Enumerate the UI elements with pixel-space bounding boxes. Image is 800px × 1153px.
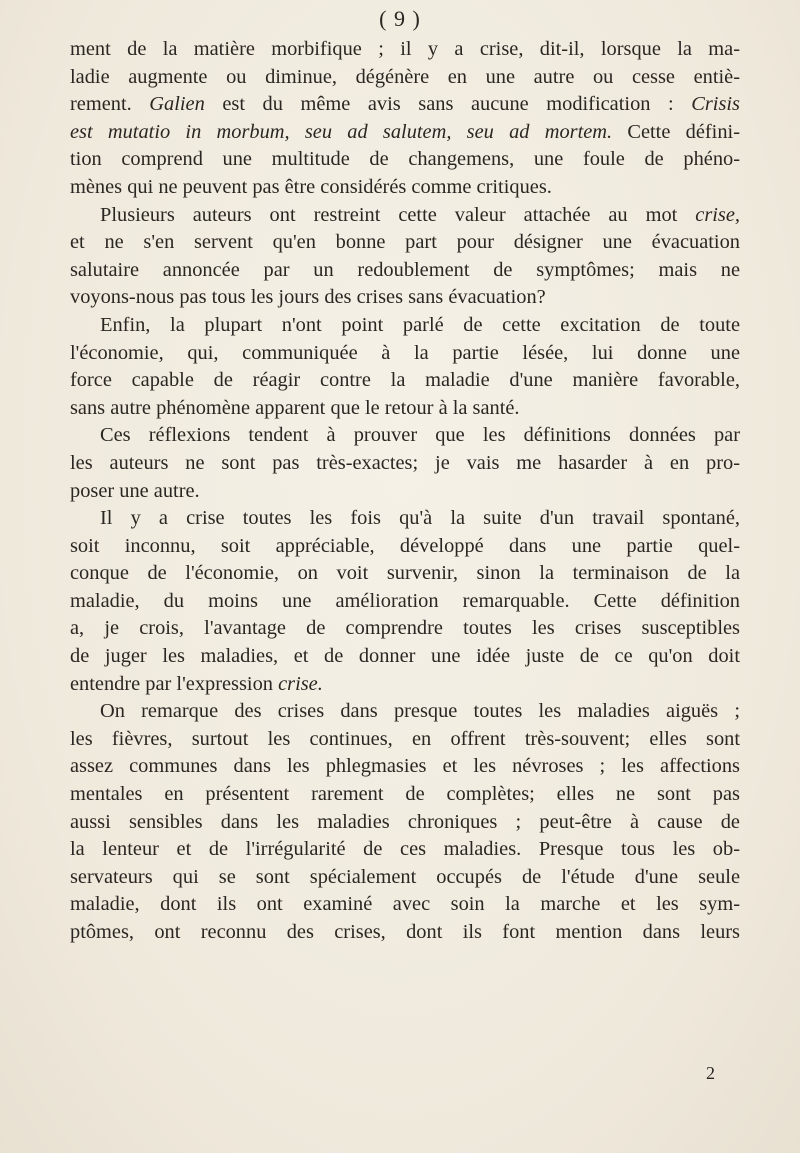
text-line (70, 809, 740, 837)
text-segment: On remarque des crises dans presque toutes les maladies aiguës ; (100, 700, 740, 723)
text-segment: a, je crois, l'avantage de comprendre toutes les crises susceptibles (70, 617, 740, 640)
text-segment: Cette défini- (612, 120, 740, 143)
text-segment: ment de la matière morbifique ; il y a crise, dit-il, lorsque la ma- (70, 38, 740, 60)
italic-text: Galien (149, 93, 205, 116)
text-line (70, 284, 740, 312)
text-segment: salutaire annoncée par un redoublement de symptômes; mais ne (70, 258, 740, 281)
text-segment: est du même avis sans aucune modification : (204, 93, 692, 116)
text-line (70, 64, 740, 92)
text-segment: maladie, du moins une amélioration remarquable. Cette définition (70, 589, 740, 612)
text-line (70, 450, 740, 478)
text-line (70, 726, 740, 754)
italic-text: crise, (695, 203, 740, 226)
body-text (70, 36, 740, 947)
page-number: ( 9 ) (379, 6, 421, 31)
text-segment: tion comprend une multitude de changemens, une foule de phéno- (70, 148, 740, 171)
text-line (70, 202, 740, 230)
signature-mark: 2 (706, 1063, 715, 1083)
text-segment: Plusieurs auteurs ont restreint cette valeur attachée au mot (100, 203, 696, 226)
text-line (70, 229, 740, 257)
text-segment: rement. (70, 93, 150, 116)
text-line (70, 395, 740, 423)
text-line (70, 560, 740, 588)
text-line (70, 671, 740, 699)
italic-text: Crisis (691, 93, 740, 116)
text-line (70, 174, 740, 202)
text-segment: sans autre phénomène apparent que le retour à la santé. (70, 396, 520, 419)
text-line (70, 781, 740, 809)
text-segment: assez communes dans les phlegmasies et les névroses ; les affections (70, 755, 740, 778)
text-segment: la lenteur et de l'irrégularité de ces maladies. Presque tous les ob- (70, 838, 740, 861)
text-line (70, 919, 740, 947)
text-line (70, 257, 740, 285)
text-line (70, 91, 740, 119)
italic-text: est mutatio in morbum, seu ad salutem, seu ad mortem. (70, 120, 613, 143)
text-line (70, 698, 740, 726)
text-segment: servateurs qui se sont spécialement occupés de l'étude d'une seule (70, 865, 740, 888)
text-line (70, 367, 740, 395)
text-line (70, 588, 740, 616)
text-segment: mentales en présentent rarement de complètes; elles ne sont pas (70, 783, 740, 806)
text-segment: les auteurs ne sont pas très-exactes; je vais me hasarder à en pro- (70, 451, 740, 474)
text-line (70, 891, 740, 919)
italic-text: crise. (278, 672, 323, 695)
text-line (70, 533, 740, 561)
text-segment: les fièvres, surtout les continues, en offrent très-souvent; elles sont (70, 727, 740, 750)
text-line (70, 340, 740, 368)
text-segment: de juger les maladies, et de donner une idée juste de ce qu'on doit (70, 645, 740, 668)
text-line (70, 36, 740, 64)
text-line (70, 615, 740, 643)
text-line (70, 864, 740, 892)
text-segment: Il y a crise toutes les fois qu'à la suite d'un travail spontané, (100, 507, 740, 530)
text-segment: Enfin, la plupart n'ont point parlé de cette excitation de toute (100, 313, 740, 336)
text-segment: ptômes, ont reconnu des crises, dont ils font mention dans leurs (70, 921, 740, 943)
text-line (70, 753, 740, 781)
text-line (70, 119, 740, 147)
text-line (70, 505, 740, 533)
text-line (70, 836, 740, 864)
text-segment: et ne s'en servent qu'en bonne part pour désigner une évacuation (70, 231, 740, 254)
text-line (70, 312, 740, 340)
text-segment: force capable de réagir contre la maladie d'une manière favorable, (70, 369, 740, 392)
text-segment: entendre par l'expression (70, 672, 279, 695)
text-line (70, 478, 740, 506)
text-line (70, 422, 740, 450)
text-line (70, 146, 740, 174)
text-segment: conque de l'économie, on voit survenir, sinon la terminaison de la (70, 562, 740, 585)
text-segment: ladie augmente ou diminue, dégénère en une autre ou cesse entiè- (70, 65, 740, 88)
text-line (70, 643, 740, 671)
text-segment: poser une autre. (70, 479, 200, 502)
text-segment: Ces réflexions tendent à prouver que les définitions données par (100, 424, 740, 447)
text-segment: aussi sensibles dans les maladies chroniques ; peut-être à cause de (70, 810, 740, 833)
text-segment: soit inconnu, soit appréciable, développé dans une partie quel- (70, 534, 740, 557)
text-segment: mènes qui ne peuvent pas être considérés comme critiques. (70, 175, 552, 198)
text-segment: l'économie, qui, communiquée à la partie lésée, lui donne une (70, 341, 740, 364)
text-segment: maladie, dont ils ont examiné avec soin la marche et les sym- (70, 893, 740, 916)
text-segment: voyons-nous pas tous les jours des crises sans évacuation? (70, 286, 546, 309)
